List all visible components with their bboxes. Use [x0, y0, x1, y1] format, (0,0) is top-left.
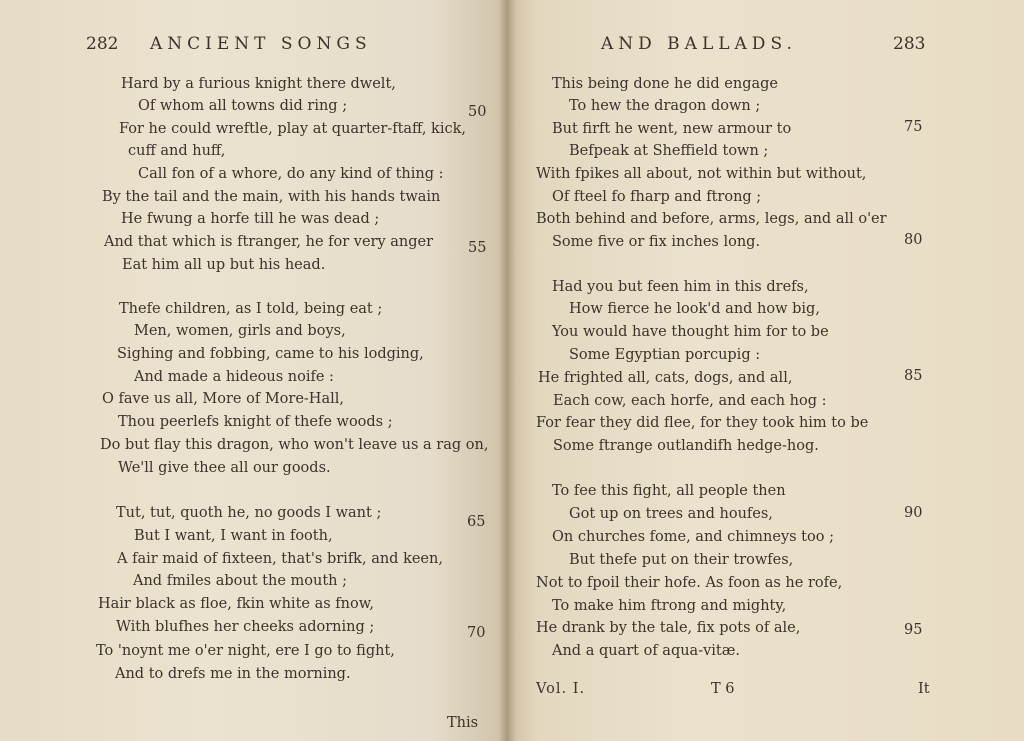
- verse-line: Of whom all towns did ring ;: [138, 98, 348, 114]
- verse-line: Had you but feen him in this drefs,: [552, 279, 809, 295]
- verse-line: O fave us all, More of More-Hall,: [102, 391, 344, 407]
- verse-line: He fwung a horfe till he was dead ;: [121, 211, 380, 227]
- verse-line: Each cow, each horfe, and each hog :: [553, 393, 827, 409]
- volume-signature: Vol. I.: [536, 681, 586, 697]
- line-number: 65: [467, 514, 486, 530]
- verse-line: Got up on trees and houfes,: [569, 506, 773, 522]
- line-number: 85: [904, 368, 923, 384]
- verse-line: But I want, I want in footh,: [134, 528, 333, 544]
- verse-line: On churches fome, and chimneys too ;: [552, 529, 834, 545]
- verse-line: Some five or fix inches long.: [552, 234, 761, 250]
- running-head: ANCIENT SONGS: [150, 34, 372, 54]
- book-gutter: [498, 0, 516, 741]
- verse-line: To fee this fight, all people then: [552, 483, 786, 499]
- verse-line: By the tail and the main, with his hands twain: [102, 189, 441, 205]
- verse-line: Of fteel fo fharp and ftrong ;: [552, 189, 762, 205]
- verse-line: Do but flay this dragon, who won't leave us a rag on,: [100, 437, 489, 453]
- right-page: [506, 0, 1024, 741]
- verse-line: Thefe children, as I told, being eat ;: [119, 301, 383, 317]
- verse-line: For fear they did flee, for they took him to be: [536, 415, 869, 431]
- verse-line: He frighted all, cats, dogs, and all,: [538, 370, 793, 386]
- verse-line: For he could wreftle, play at quarter-ftaff, kick,: [119, 121, 467, 137]
- verse-line: And a quart of aqua-vitæ.: [552, 643, 740, 659]
- verse-line: Men, women, girls and boys,: [134, 323, 346, 339]
- verse-line: Thou peerlefs knight of thefe woods ;: [118, 414, 393, 430]
- verse-line: Sighing and fobbing, came to his lodging,: [117, 346, 424, 362]
- verse-line: Both behind and before, arms, legs, and all o'er: [536, 211, 887, 227]
- verse-line: But firft he went, new armour to: [552, 121, 792, 137]
- verse-line: And made a hideous noife :: [134, 369, 334, 385]
- verse-line: But thefe put on their trowfes,: [569, 552, 794, 568]
- line-number: 70: [467, 625, 486, 641]
- line-number: 55: [468, 240, 487, 256]
- line-number: 50: [468, 104, 487, 120]
- verse-line: A fair maid of fixteen, that's brifk, and keen,: [117, 551, 443, 567]
- verse-line: Hard by a furious knight there dwelt,: [121, 76, 396, 92]
- line-number: 75: [904, 119, 923, 135]
- catchword: This: [447, 715, 479, 731]
- verse-line: To make him ftrong and mighty,: [552, 598, 787, 614]
- verse-line: To hew the dragon down ;: [569, 98, 761, 114]
- verse-line: We'll give thee all our goods.: [118, 460, 331, 476]
- verse-line: Not to fpoil their hofe. As foon as he rofe,: [536, 575, 843, 591]
- verse-line: With fpikes all about, not within but without,: [536, 166, 867, 182]
- verse-line: Some Egyptian porcupig :: [569, 347, 761, 363]
- line-number: 80: [904, 232, 923, 248]
- verse-line: This being done he did engage: [552, 76, 779, 92]
- running-head: AND BALLADS.: [601, 34, 797, 54]
- verse-line: Befpeak at Sheffield town ;: [569, 143, 769, 159]
- verse-line: To 'noynt me o'er night, ere I go to fight,: [96, 643, 395, 659]
- verse-line: Some ftrange outlandifh hedge-hog.: [553, 438, 819, 454]
- signature-mark: T 6: [711, 681, 735, 697]
- catchword: It: [918, 681, 930, 697]
- verse-line: You would have thought him for to be: [552, 324, 829, 340]
- verse-line: Eat him all up but his head.: [122, 257, 326, 273]
- verse-line: Call fon of a whore, do any kind of thing :: [138, 166, 444, 182]
- verse-line: cuff and huff,: [128, 143, 226, 159]
- left-page: [0, 0, 506, 741]
- verse-line: And to drefs me in the morning.: [115, 666, 351, 682]
- verse-line: And fmiles about the mouth ;: [133, 573, 347, 589]
- verse-line: How fierce he look'd and how big,: [569, 301, 820, 317]
- verse-line: And that which is ftranger, he for very anger: [104, 234, 434, 250]
- line-number: 95: [904, 622, 923, 638]
- verse-line: With blufhes her cheeks adorning ;: [116, 619, 375, 635]
- line-number: 90: [904, 505, 923, 521]
- page-number: 283: [893, 34, 926, 54]
- page-number: 282: [86, 34, 119, 54]
- verse-line: Tut, tut, quoth he, no goods I want ;: [116, 505, 382, 521]
- verse-line: Hair black as floe, fkin white as fnow,: [98, 596, 375, 612]
- verse-line: He drank by the tale, fix pots of ale,: [536, 620, 801, 636]
